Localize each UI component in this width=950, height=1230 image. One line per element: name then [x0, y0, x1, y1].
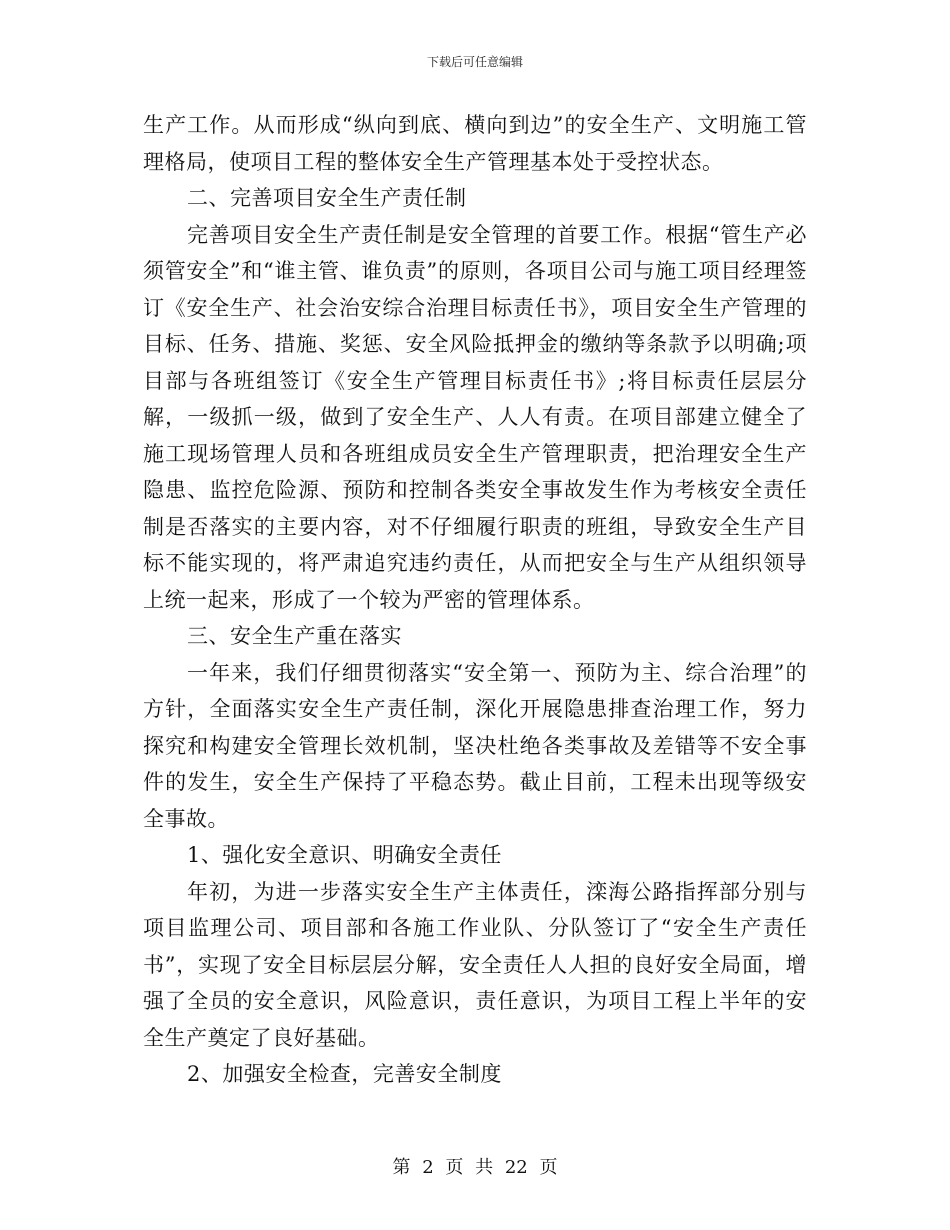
paragraph-implementation: 一年来，我们仔细贯彻落实“安全第一、预防为主、综合治理”的方针，全面落实安全生产责任制，深化开展隐患排查治理工作，努力探究和构建安全管理长效机制，坚决杜绝各类事故及差错等不安全事件的发生，安全生产保持了平稳态势。截止目前，工程未出现等级安全事故。: [143, 660, 807, 831]
paragraph-continuation: 生产工作。从而形成“纵向到底、横向到边”的安全生产、文明施工管理格局，使项目工程的整体安全生产管理基本处于受控状态。: [143, 113, 807, 174]
document-body: [143, 107, 807, 1093]
paragraph-responsibility: 完善项目安全生产责任制是安全管理的首要工作。根据“管生产必须管安全”和“谁主管、谁负责”的原则，各项目公司与施工项目经理签订《安全生产、社会治安综合治理目标责任书》，项目安全生产管理的目标、任务、措施、奖惩、安全风险抵押金的缴纳等条款予以明确;项目部与各班组签订《安全生产管理目标责任书》;将目标责任层层分解，一级抓一级，做到了安全生产、人人有责。在项目部建立健全了施工现场管理人员和各班组成员安全生产管理职责，把治理安全生产隐患、监控危险源、预防和控制各类安全事故发生作为考核安全责任制是否落实的主要内容，对不仔细履行职责的班组，导致安全生产目标不能实现的，将严肃追究违约责任，从而把安全与生产从组织领导上统一起来，形成了一个较为严密的管理体系。: [143, 222, 807, 612]
page-footer: 第 2 页 共 22 页: [392, 1157, 558, 1178]
section-heading-2: 二、完善项目安全生产责任制: [187, 186, 467, 210]
section-heading-3: 三、安全生产重在落实: [187, 624, 402, 648]
page-header: 下载后可任意编辑: [426, 55, 523, 69]
paragraph-awareness: 年初，为进一步落实安全生产主体责任，滦海公路指挥部分别与项目监理公司、项目部和各施工作业队、分队签订了“安全生产责任书”，实现了安全目标层层分解，安全责任人人担的良好安全局面，增强了全员的安全意识，风险意识，责任意识，为项目工程上半年的安全生产奠定了良好基础。: [143, 879, 807, 1050]
subheading-2: 2、加强安全检查，完善安全制度: [187, 1062, 502, 1086]
subheading-1: 1、强化安全意识、明确安全责任: [187, 843, 502, 867]
